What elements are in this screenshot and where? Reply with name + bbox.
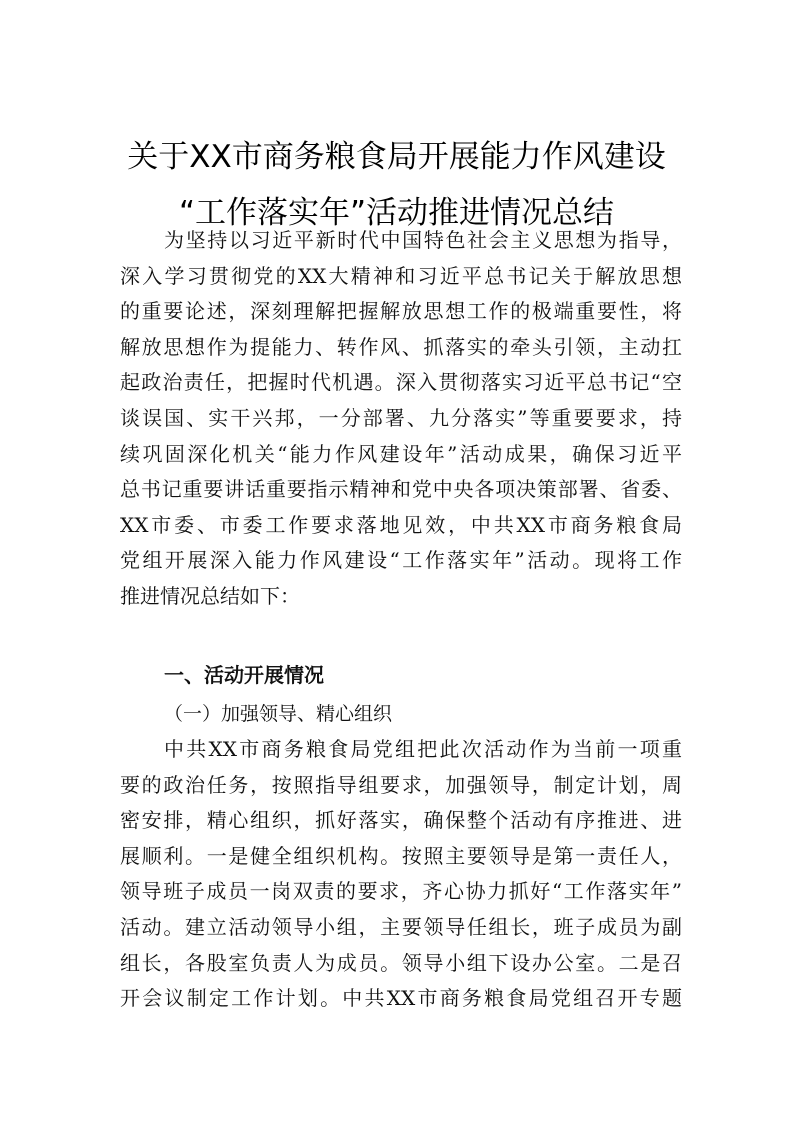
document-title-line-2: “工作落实年”活动推进情况总结 — [178, 195, 615, 231]
paragraph-line: 活动。建立活动领导小组，主要领导任组长，班子成员为副 — [120, 914, 682, 939]
intro-paragraph — [120, 223, 682, 615]
document-title-line-1: 关于XX市商务粮食局开展能力作风建设 — [127, 139, 666, 175]
section-paragraph — [120, 732, 682, 1017]
subsection-heading: （一）加强领导、精心组织 — [164, 703, 393, 725]
paragraph-line: 起政治责任，把握时代机遇。深入贯彻落实习近平总书记“空 — [120, 370, 682, 395]
paragraph-line: 深入学习贯彻党的XX大精神和习近平总书记关于解放思想 — [120, 263, 682, 288]
paragraph-line: 续巩固深化机关“能力作风建设年”活动成果，确保习近平 — [120, 441, 682, 466]
paragraph-line: XX市委、市委工作要求落地见效，中共XX市商务粮食局 — [120, 512, 682, 537]
paragraph-line: 密安排，精心组织，抓好落实，确保整个活动有序推进、进 — [120, 808, 682, 833]
paragraph-line: 中共XX市商务粮食局党组把此次活动作为当前一项重 — [164, 737, 682, 761]
paragraph-line: 展顺利。一是健全组织机构。按照主要领导是第一责任人， — [120, 843, 682, 868]
paragraph-line: 解放思想作为提能力、转作风、抓落实的牵头引领，主动扛 — [120, 334, 682, 359]
paragraph-line: 要的政治任务，按照指导组要求，加强领导，制定计划，周 — [120, 772, 682, 797]
paragraph-line: 推进情况总结如下： — [120, 583, 300, 608]
paragraph-line: 组长，各股室负责人为成员。领导小组下设办公室。二是召 — [120, 950, 682, 975]
paragraph-line: 开会议制定工作计划。中共XX市商务粮食局党组召开专题 — [120, 986, 682, 1011]
paragraph-line: 党组开展深入能力作风建设“工作落实年”活动。现将工作 — [120, 548, 682, 573]
paragraph-line: 谈误国、实干兴邦，一分部署、九分落实”等重要要求，持 — [120, 405, 682, 430]
section-heading: 一、活动开展情况 — [164, 663, 324, 687]
paragraph-line: 领导班子成员一岗双责的要求，齐心协力抓好“工作落实年” — [120, 879, 682, 904]
paragraph-line: 总书记重要讲话重要指示精神和党中央各项决策部署、省委、 — [120, 477, 682, 502]
paragraph-line: 为坚持以习近平新时代中国特色社会主义思想为指导， — [164, 228, 682, 252]
paragraph-line: 的重要论述，深刻理解把握解放思想工作的极端重要性，将 — [120, 299, 682, 324]
